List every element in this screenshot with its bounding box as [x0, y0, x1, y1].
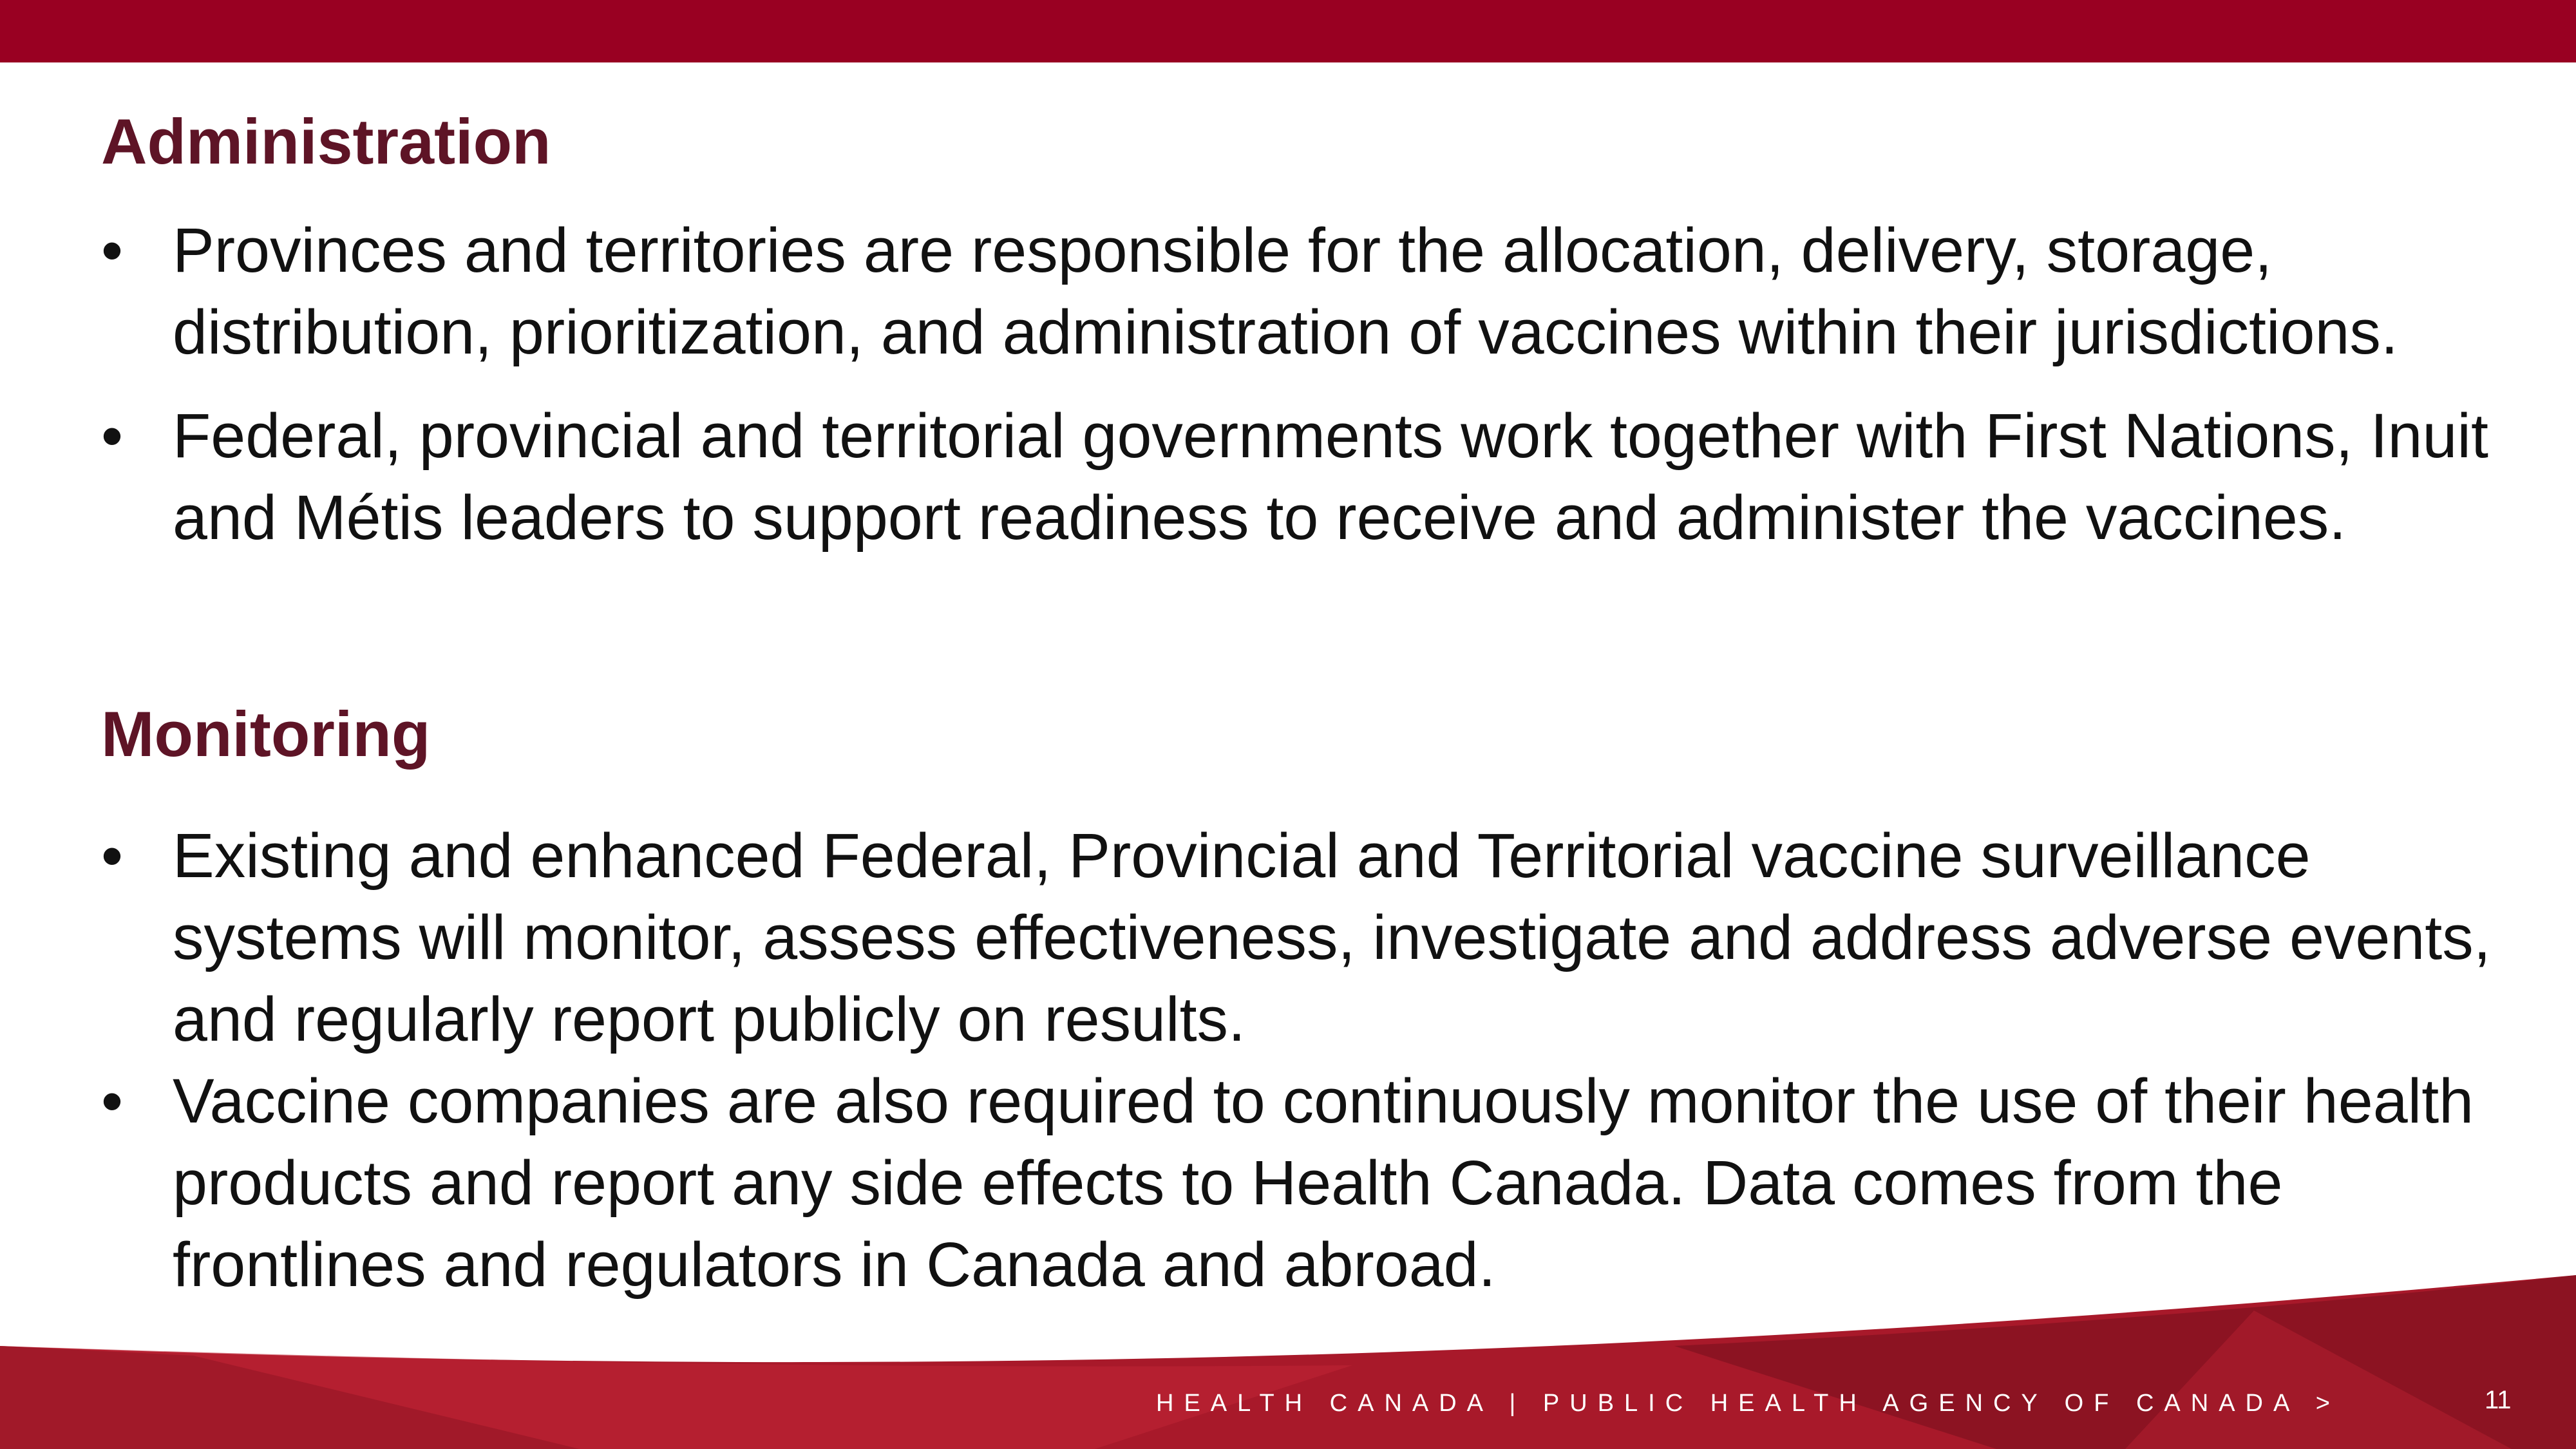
footer-agency-text: HEALTH CANADA | PUBLIC HEALTH AGENCY OF CANADA > — [1156, 1390, 2340, 1417]
administration-bullet-list — [101, 209, 2523, 558]
footer-band — [0, 1275, 2576, 1449]
monitoring-heading: Monitoring — [101, 698, 431, 770]
bullet-text: Federal, provincial and territorial governments work together with First Nations, Inuit and Métis leaders to support readiness to receive and administer the vaccines. — [173, 401, 2488, 553]
monitoring-bullet-list — [101, 815, 2523, 1305]
top-accent-bar — [0, 0, 2576, 62]
page-number: 11 — [2485, 1386, 2512, 1414]
bullet-text: Existing and enhanced Federal, Provincial and Territorial vaccine surveillance systems will monitor, assess effectiveness, investigate and address adverse events, and regularly report publicly on results. — [173, 820, 2491, 1054]
bullet-text: Vaccine companies are also required to continuously monitor the use of their health products and report any side effects to Health Canada. Data comes from the frontlines and regulators in Canada and abroad. — [173, 1066, 2474, 1300]
bullet-icon: • — [101, 1066, 123, 1136]
monitoring-bullet — [101, 815, 2523, 1060]
administration-bullet — [101, 209, 2523, 373]
monitoring-bullet — [101, 1060, 2523, 1305]
administration-bullet — [101, 395, 2523, 558]
bullet-icon: • — [101, 401, 123, 471]
bullet-icon: • — [101, 215, 123, 285]
administration-heading: Administration — [101, 106, 551, 177]
bullet-text: Provinces and territories are responsible for the allocation, delivery, storage, distribution, prioritization, and administration of vaccines within their jurisdictions. — [173, 215, 2398, 367]
bullet-icon: • — [101, 820, 123, 891]
